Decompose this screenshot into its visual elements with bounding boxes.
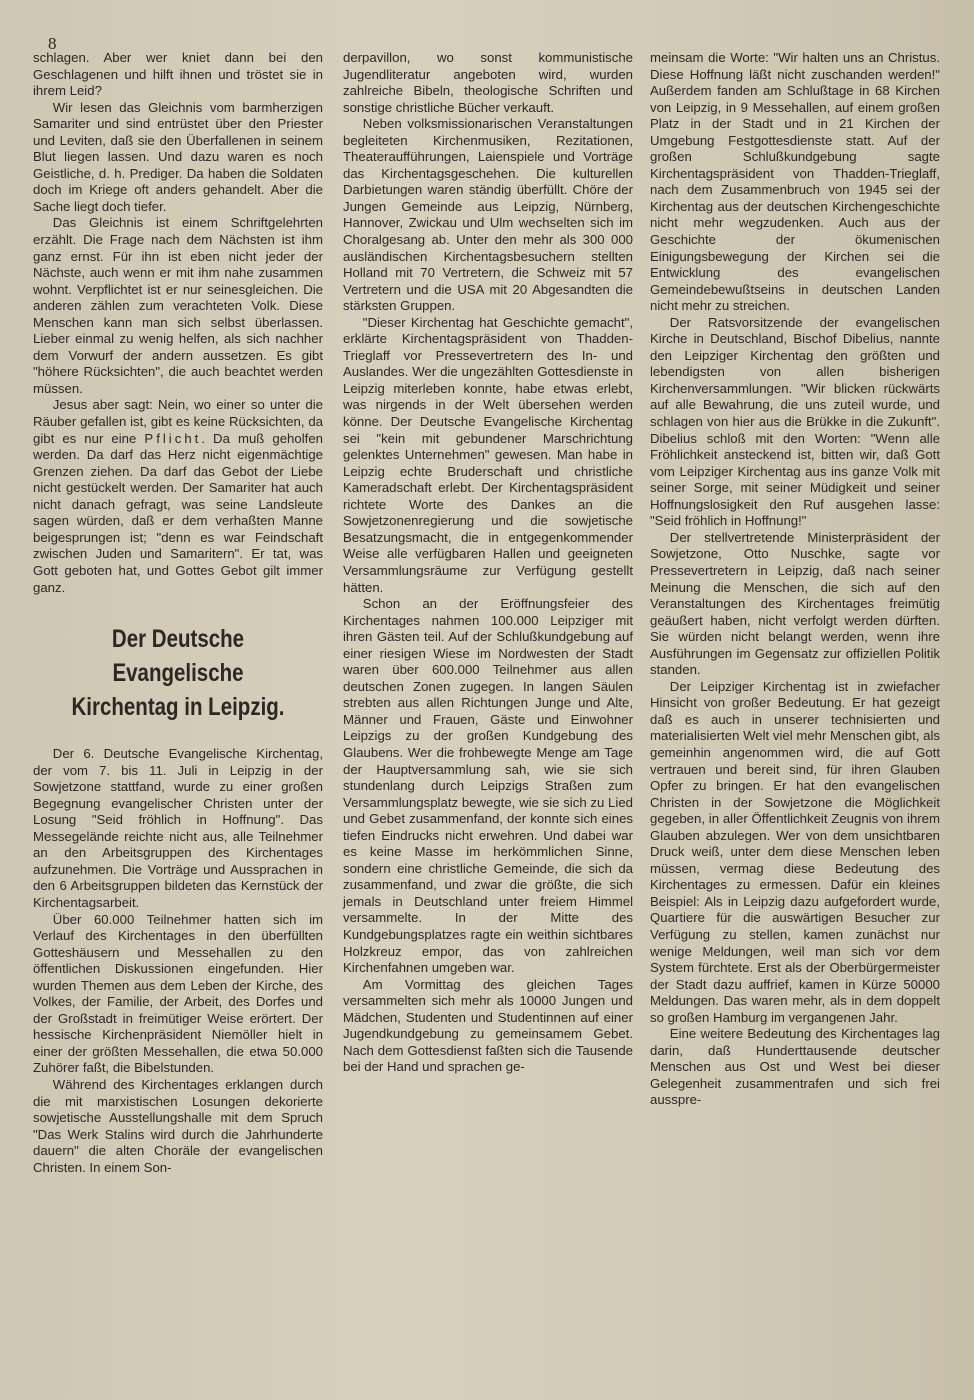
paragraph: Der stellvertretende Ministerpräsident der Sowjetzone, Otto Nuschke, sagte vor Pressevertretern in Leipzig, daß nach seiner Meinung die Menschen, die sich auf den Veranstaltungen des Kirchentages freimütig geäußert haben, nicht verfolgt werden dürften. Sie würden nicht belangt werden, wenn ihre Ausführungen im Gegensatz zur offiziellen Politik standen.: [650, 529, 940, 678]
paragraph: Der Ratsvorsitzende der evangelischen Kirche in Deutschland, Bischof Dibelius, nannte den Leipziger Kirchentag den größten und lebendigsten von allen bisherigen Kirchenversammlungen. "Wir blicken rückwärts auf alle Bewahrung, die uns zuteil wurde, und schlagen von hier aus die Brükke in die Zukunft". Dibelius schloß mit den Worten: "Wenn alle Fröhlichkeit ansteckend ist, bitten wir, daß Gott vom Leipziger Kirchentag aus ins ganze Volk mit seiner Sorge, mit seiner Müdigkeit und seiner Hoffnungslosigkeit den Ruf ausgehen lasse: "Seid fröhlich in Hoffnung!": [650, 314, 940, 529]
page-number: 8: [48, 34, 57, 53]
paragraph: meinsam die Worte: "Wir halten uns an Christus. Diese Hoffnung läßt nicht zuschanden werden!" Außerdem fanden am Schlußtage in 68 Kirchen von Leipzig, in 9 Messehallen, auf einem großen Platz in der Stadt und in 21 Kirchen der Umgebung Festgottesdienste statt. Auf der großen Schlußkundgebung sagte Kirchentagspräsident von Thadden-Trieglaff, nach dem Zusammenbruch von 1945 sei der Kirchentag aus der deutschen Kirchengeschichte nicht mehr wegzudenken. Auch aus der Geschichte der ökumenischen Einigungsbewegung der Kirchen sei die Entwicklung des evangelischen Gemeindebewußtseins in deutschen Landen nicht mehr zu streichen.: [650, 50, 940, 314]
emphasized-word: Pflicht: [144, 430, 202, 446]
paragraph: derpavillon, wo sonst kommunistische Jugendliteratur angeboten wird, wurden zahlreiche Bibeln, theologische Schriften und sonstige christliche Bücher verkauft.: [343, 50, 633, 115]
paragraph: Neben volksmissionarischen Veranstaltungen begleiteten Kirchenmusiken, Rezitationen, Theateraufführungen, Laienspiele und Vorträge das Kirchentagsgeschehen. Die kulturellen Darbietungen waren ständig überfüllt. Chöre der Jungen Gemeinde aus Leipzig, Nürnberg, Hannover, Zwickau und Ulm wechselten sich im Choralgesang ab. Unter den mehr als 300 000 ausländischen Kirchentagsbesuchern stellten Holland mit 70 Vertretern, die Schweiz mit 57 Vertretern und die USA mit 20 Abgesandten die stärksten Gruppen.: [343, 116, 633, 314]
paragraph: Schon an der Eröffnungsfeier des Kirchentages nahmen 100.000 Leipziger mit ihren Gästen teil. Auf der Schlußkundgebung auf einer riesigen Wiese im Nordwesten der Stadt waren über 600.000 Teilnehmer aus allen deutschen Zonen zugegen. In langen Säulen strebten aus allen Richtungen Junge und Alte, Männer und Frauen, Gäste und Einwohner Leipzigs zu der großen Kundgebung des Glaubens. Wer die frohbewegte Menge am Tage der Hauptversammlung sah, wie sie sich stundenlang durch Leipzigs Straßen zum Versammlungsplatz bewegte, wie sie sich zu Lied und Gebet zusammenfand, der konnte sich eines tiefen Eindrucks nicht erwehren. Und dabei war es keine Masse im herkömmlichen Sinne, sondern eine christliche Gemeinde, die sich da zusammenfand, und zwar die größte, die sich jemals in Deutschland unter freiem Himmel versammelte. In der Mitte des Kundgebungsplatzes ragte ein weithin sichtbares Holzkreuz empor, das von zahlreichen Kirchenfahnen umgeben war.: [343, 596, 633, 976]
paragraph: schlagen. Aber wer kniet dann bei den Geschlagenen und hilft ihnen und tröstet sie in ihrem Leid?: [33, 50, 323, 99]
text-run: . Da muß geholfen werden. Da darf das Herz nicht eigenmächtige Grenzen ziehen. Da darf das Gebot der Liebe nicht gestückelt werden. Der Samariter hat auch nicht danach gefragt, was seine Landsleute sagen würden, daß er dem verhaßten Manne beigesprungen ist; "denn es war Feindschaft zwischen Juden und Samaritern". Er tat, was Gott geboten hat, und Gottes Gebot gilt immer ganz.: [33, 430, 323, 595]
paragraph: Während des Kirchentages erklangen durch die mit marxistischen Losungen dekorierte sowjetische Ausstellungshalle mit dem Spruch "Das Werk Stalins wird durch die Jahrhunderte dauern" die alten Choräle der evangelischen Christen. In einem Son-: [33, 1076, 323, 1175]
article-headline: Der Deutsche Evangelische Kirchentag in Leipzig.: [71, 625, 285, 722]
paragraph: Das Gleichnis ist einem Schriftgelehrten erzählt. Die Frage nach dem Nächsten ist ihm ganz ernst. Für ihn ist eben nicht jeder der Nächste, auch wenn er mit ihm nahe zusammen wohnt. Verpflichtet ist er nur seinesgleichen. Die anderen zählen zum verachteten Volk. Diese Menschen kann man sich selbst überlassen. Lieber einmal zu wenig helfen, als sich nachher dem Vorwurf der andern aussetzen. Es gibt "höhere Rücksichten", die auch beachtet werden müssen.: [33, 215, 323, 396]
paragraph: "Dieser Kirchentag hat Geschichte gemacht", erklärte Kirchentagspräsident von Thadden-Trieglaff vor Pressevertretern des In- und Auslandes. Wer die ungezählten Gottesdienste in Leipzig miterleben konnte, habe etwas erlebt, was nirgends in der Welt übersehen werden könne. Der Deutsche Evangelische Kirchentag sei "kein mit gebundener Marschrichtung gelenktes Unternehmen" gewesen. Man habe in Leipzig echte Bruderschaft und christliche Kameradschaft erlebt. Der Kirchentagspräsident richtete Worte des Dankes an die Sowjetzonenregierung und die sowjetische Besatzungsmacht, die in entgegenkommender Weise alle verfügbaren Hallen und geeigneten Versammlungsräume zur Verfügung gestellt hätten.: [343, 314, 633, 595]
paragraph: Der 6. Deutsche Evangelische Kirchentag, der vom 7. bis 11. Juli in Leipzig in der Sowjetzone stattfand, wurde zu einer großen Begegnung evangelischer Christen unter der Losung "Seid fröhlich in Hoffnung". Das Messegelände reichte nicht aus, alle Teilnehmer an den Arbeitsgruppen des Kirchentages aufzunehmen. Die Vorträge und Aussprachen in den 6 Arbeitsgruppen bildeten das Kernstück der Kirchentagsarbeit.: [33, 746, 323, 910]
paragraph: Über 60.000 Teilnehmer hatten sich im Verlauf des Kirchentages in den überfüllten Gotteshäusern und Messehallen zu den öffentlichen Diskussionen eingefunden. Hier wurden Themen aus dem Leben der Kirche, des Volkes, der Familie, der Arbeit, des Dorfes und der Großstadt in freimütiger Weise erörtert. Der hessische Kirchenpräsident Niemöller hielt in einer der größten Messehallen, die etwa 50.000 Zuhörer faßt, die Bibelstunden.: [33, 911, 323, 1076]
paragraph: Am Vormittag des gleichen Tages versammelten sich mehr als 10000 Jungen und Mädchen, Studenten und Studentinnen auf einer Jugendkundgebung zu gemeinsamem Gebet. Nach dem Gottesdienst faßten sich die Tausende bei der Hand und sprachen ge-: [343, 976, 633, 1075]
column-2: [343, 50, 633, 1076]
paragraph: Der Leipziger Kirchentag ist in zwiefacher Hinsicht von großer Bedeutung. Er hat gezeigt daß es auch in unserer technisierten und materialisierten Welt viel mehr Menschen gibt, als gemeinhin angenommen wird, die auf Gott vertrauen und bereit sind, für ihren Glauben Opfer zu bringen. Er hat den evangelischen Christen in der Sowjetzone die Möglichkeit gegeben, in aller Öffentlichkeit Zeugnis von ihrem Glauben abzulegen. Wer von dem unsichtbaren Druck weiß, unter dem diese Menschen leben müssen, vermag diese Bedeutung des Kirchentages zu ermessen. Dafür ein kleines Beispiel: Als in Leipzig dazu aufgefordert wurde, Quartiere für die auswärtigen Besucher zur Verfügung zu stellen, kamen zunächst nur wenige Meldungen, weil man sich vor dem System fürchtete. Erst als der Oberbürgermeister der Stadt dazu auffrief, kamen in Kürze 50000 Meldungen. Das waren mehr, als in dem doppelt so großen Hamburg im vergangenen Jahr.: [650, 678, 940, 1025]
paragraph: Eine weitere Bedeutung des Kirchentages lag darin, daß Hunderttausende deutscher Menschen aus Ost und West bei dieser Gelegenheit zusammentrafen und sich frei ausspre-: [650, 1026, 940, 1108]
paragraph: Wir lesen das Gleichnis vom barmherzigen Samariter und sind entrüstet über den Priester und Leviten, daß sie den Überfallenen in seinem Blut liegen lassen. Und dazu waren es noch Geistliche, d. h. Prediger. Da haben die Soldaten doch im Kriege oft anders gehandelt. Aber die Sache liegt doch tiefer.: [33, 99, 323, 214]
column-1: [33, 50, 323, 1176]
column-3: [650, 50, 940, 1109]
paragraph: [33, 397, 323, 596]
text-run: Jesus aber sagt: Nein, wo einer so unter die Räuber gefallen ist, gibt es keine Rücksichten, da gibt es nur eine: [33, 397, 323, 446]
